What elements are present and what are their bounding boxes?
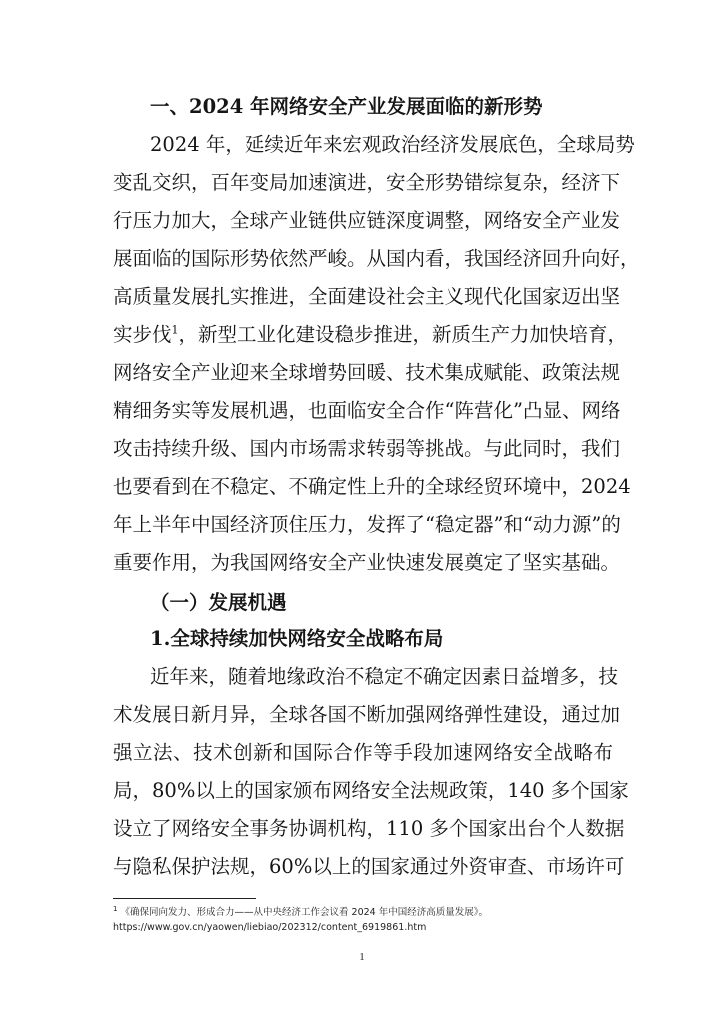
paragraph-line: 近年来，随着地缘政治不稳定不确定因素日益增多，技 [150, 665, 619, 688]
paragraph-line: 与隐私保护法规，60%以上的国家通过外资审查、市场许可 [113, 855, 625, 878]
paragraph-line: 网络安全产业迎来全球增势回暖、技术集成赋能、政策法规 [113, 361, 621, 384]
paragraph-line: 变乱交织，百年变局加速演进，安全形势错综复杂，经济下 [113, 171, 621, 194]
footnote-url[interactable]: https://www.gov.cn/yaowen/liebiao/202312/content_6919861.htm [113, 922, 427, 933]
paragraph-line: 局，80%以上的国家颁布网络安全法规政策，140 多个国家 [113, 779, 629, 802]
footnote-divider [113, 898, 256, 899]
paragraph-line: 年上半年中国经济顶住压力，发挥了“稳定器”和“动力源”的 [113, 513, 621, 536]
paragraph-line: 术发展日新月异，全球各国不断加强网络弹性建设，通过加 [113, 703, 621, 726]
footnote-reference[interactable]: 1 [171, 323, 179, 337]
paragraph-line: 攻击持续升级、国内市场需求转弱等挑战。与此同时，我们 [113, 437, 621, 460]
paragraph-line: 高质量发展扎实推进，全面建设社会主义现代化国家迈出坚 [113, 285, 621, 308]
footnote-marker: 1 [113, 904, 118, 913]
paragraph-line: 2024 年，延续近年来宏观政治经济发展底色，全球局势 [150, 133, 635, 156]
paragraph-line: 设立了网络安全事务协调机构，110 多个国家出台个人数据 [113, 817, 625, 840]
page-number: 1 [359, 951, 365, 963]
footnote [113, 906, 488, 920]
paragraph-text: ，新型工业化建设稳步推进，新质生产力加快培育， [178, 323, 628, 346]
paragraph-line: 展面临的国际形势依然严峻。从国内看，我国经济回升向好， [113, 247, 640, 270]
paragraph-line: 强立法、技术创新和国际合作等手段加速网络安全战略布 [113, 741, 613, 764]
paragraph-line-with-footnote [113, 322, 628, 348]
paragraph-line: 精细务实等发展机遇，也面临安全合作“阵营化”凸显、网络 [113, 399, 621, 422]
subheading-opportunities: （一）发展机遇 [150, 591, 287, 614]
paragraph-line: 也要看到在不稳定、不确定性上升的全球经贸环境中，2024 [113, 475, 631, 498]
subheading-strategy: 1.全球持续加快网络安全战略布局 [150, 627, 444, 650]
section-heading: 一、2024 年网络安全产业发展面临的新形势 [150, 95, 543, 118]
footnote-text: 《确保同向发力、形成合力——从中央经济工作会议看 2024 年中国经济高质量发展》。 [120, 907, 488, 918]
paragraph-line: 重要作用，为我国网络安全产业快速发展奠定了坚实基础。 [113, 551, 621, 574]
paragraph-line: 行压力加大，全球产业链供应链深度调整，网络安全产业发 [113, 209, 621, 232]
paragraph-text: 实步伐 [113, 323, 172, 346]
